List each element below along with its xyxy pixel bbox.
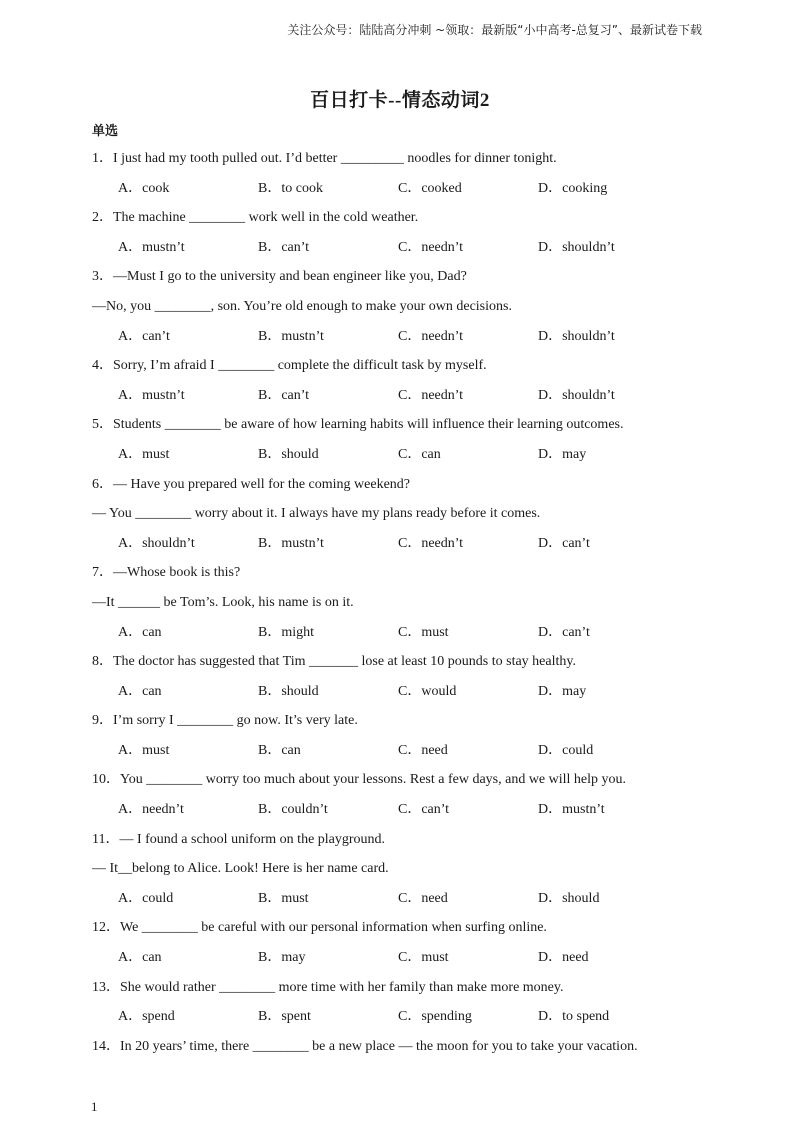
question-item bbox=[92, 973, 712, 1032]
question-stem: 9．I’m sorry I ________ go now. It’s very late. bbox=[92, 713, 358, 729]
question-stem-continued: — It__belong to Alice. Look! Here is her name card. bbox=[92, 861, 389, 877]
answer-option-b: B．might bbox=[258, 624, 315, 640]
answer-option-b: B．should bbox=[258, 446, 319, 462]
answer-option-a: A．needn’t bbox=[118, 802, 184, 818]
answer-option-c: C．needn’t bbox=[398, 328, 464, 344]
answer-options bbox=[92, 322, 712, 352]
question-stem: 4．Sorry, I’m afraid I ________ complete the difficult task by myself. bbox=[92, 358, 487, 374]
question-item bbox=[92, 262, 712, 351]
answer-option-b: B．to cook bbox=[258, 180, 323, 196]
question-stem: 11．— I found a school uniform on the playground. bbox=[92, 831, 386, 847]
question-item bbox=[92, 913, 712, 972]
question-stem: 8．The doctor has suggested that Tim _______ lose at least 10 pounds to stay healthy. bbox=[92, 654, 576, 670]
answer-option-b: B．can’t bbox=[258, 387, 310, 403]
question-stem: 5．Students ________ be aware of how learning habits will influence their learning outcomes. bbox=[92, 417, 624, 433]
answer-option-b: B．must bbox=[258, 890, 309, 906]
question-stem: 12．We ________ be careful with our personal information when surfing online. bbox=[92, 920, 547, 936]
question-stem: 6．— Have you prepared well for the coming weekend? bbox=[92, 476, 410, 492]
answer-option-c: C．needn’t bbox=[398, 387, 464, 403]
page-number: 1 bbox=[91, 1099, 98, 1114]
answer-option-d: D．may bbox=[538, 446, 587, 462]
answer-option-c: C．must bbox=[398, 950, 449, 966]
answer-option-d: D．can’t bbox=[538, 624, 590, 640]
question-item bbox=[92, 706, 712, 765]
answer-options bbox=[92, 1002, 712, 1032]
question-item bbox=[92, 1032, 712, 1062]
answer-option-b: B．can bbox=[258, 742, 301, 758]
answer-option-d: D．shouldn’t bbox=[538, 239, 615, 255]
question-item bbox=[92, 203, 712, 262]
answer-option-a: A．mustn’t bbox=[118, 387, 185, 403]
answer-options bbox=[92, 943, 712, 973]
question-stem-continued: — You ________ worry about it. I always have my plans ready before it comes. bbox=[92, 506, 541, 522]
question-item bbox=[92, 765, 712, 824]
answer-option-a: A．mustn’t bbox=[118, 239, 185, 255]
answer-options bbox=[92, 440, 712, 470]
question-stem: 3．—Must I go to the university and bean engineer like you, Dad? bbox=[92, 269, 467, 285]
answer-option-b: B．can’t bbox=[258, 239, 310, 255]
section-heading: 单选 bbox=[92, 124, 119, 139]
question-item bbox=[92, 825, 712, 914]
answer-options bbox=[92, 618, 712, 648]
answer-option-b: B．mustn’t bbox=[258, 535, 324, 551]
answer-options bbox=[92, 884, 712, 914]
question-stem: 1．I just had my tooth pulled out. I’d better _________ noodles for dinner tonight. bbox=[92, 151, 557, 166]
answer-option-c: C．cooked bbox=[398, 180, 462, 196]
question-stem-continued: —It ______ be Tom’s. Look, his name is on it. bbox=[92, 594, 354, 610]
question-item bbox=[92, 470, 712, 559]
question-stem: 14．In 20 years’ time, there ________ be a new place — the moon for you to take your vacation. bbox=[92, 1038, 638, 1054]
question-stem: 7．—Whose book is this? bbox=[92, 565, 241, 581]
answer-options bbox=[92, 174, 712, 204]
answer-option-c: C．need bbox=[398, 742, 448, 758]
answer-option-c: C．must bbox=[398, 624, 449, 640]
answer-option-c: C．would bbox=[398, 683, 457, 699]
answer-option-b: B．mustn’t bbox=[258, 328, 324, 344]
answer-option-a: A．spend bbox=[118, 1009, 175, 1025]
answer-options bbox=[92, 233, 712, 263]
answer-option-a: A．must bbox=[118, 742, 170, 758]
question-stem: 13．She would rather ________ more time with her family than make more money. bbox=[92, 979, 564, 995]
question-stem: 2．The machine ________ work well in the cold weather. bbox=[92, 210, 419, 226]
answer-option-d: D．shouldn’t bbox=[538, 387, 615, 403]
answer-option-d: D．could bbox=[538, 742, 594, 758]
question-item bbox=[92, 351, 712, 410]
answer-option-b: B．couldn’t bbox=[258, 802, 328, 818]
page-header-banner: 关注公众号：陆陆高分冲刺 ~领取：最新版“小中高考-总复习”、最新试卷下载 bbox=[287, 23, 702, 37]
answer-option-c: C．can bbox=[398, 446, 441, 462]
answer-option-a: A．must bbox=[118, 446, 170, 462]
answer-option-c: C．spending bbox=[398, 1009, 472, 1025]
answer-option-a: A．can bbox=[118, 683, 162, 699]
answer-option-a: A．can bbox=[118, 950, 162, 966]
answer-options bbox=[92, 381, 712, 411]
answer-option-d: D．shouldn’t bbox=[538, 328, 615, 344]
answer-option-a: A．could bbox=[118, 890, 174, 906]
answer-option-a: A．can bbox=[118, 624, 162, 640]
answer-option-d: D．should bbox=[538, 890, 600, 906]
answer-option-d: D．need bbox=[538, 950, 589, 966]
question-stem-continued: —No, you ________, son. You’re old enough to make your own decisions. bbox=[92, 298, 512, 314]
answer-option-a: A．can’t bbox=[118, 328, 170, 344]
answer-option-c: C．needn’t bbox=[398, 535, 464, 551]
answer-option-a: A．shouldn’t bbox=[118, 535, 195, 551]
answer-option-a: A．cook bbox=[118, 180, 170, 196]
answer-option-d: D．mustn’t bbox=[538, 802, 605, 818]
question-item bbox=[92, 144, 712, 203]
question-item bbox=[92, 558, 712, 647]
question-stem: 10．You ________ worry too much about your lessons. Rest a few days, and we will help you. bbox=[92, 772, 627, 788]
answer-option-c: C．needn’t bbox=[398, 239, 464, 255]
answer-option-d: D．may bbox=[538, 683, 587, 699]
answer-option-d: D．to spend bbox=[538, 1009, 610, 1025]
page-title: 百日打卡--情态动词2 bbox=[310, 90, 490, 111]
question-item bbox=[92, 647, 712, 706]
answer-options bbox=[92, 529, 712, 559]
answer-option-d: D．can’t bbox=[538, 535, 590, 551]
answer-option-b: B．should bbox=[258, 683, 319, 699]
answer-options bbox=[92, 677, 712, 707]
answer-option-b: B．may bbox=[258, 950, 306, 966]
question-item bbox=[92, 410, 712, 469]
answer-option-c: C．need bbox=[398, 890, 448, 906]
answer-option-c: C．can’t bbox=[398, 802, 450, 818]
answer-options bbox=[92, 736, 712, 766]
question-list bbox=[92, 144, 712, 1061]
answer-option-d: D．cooking bbox=[538, 180, 608, 196]
answer-option-b: B．spent bbox=[258, 1009, 311, 1025]
answer-options bbox=[92, 795, 712, 825]
